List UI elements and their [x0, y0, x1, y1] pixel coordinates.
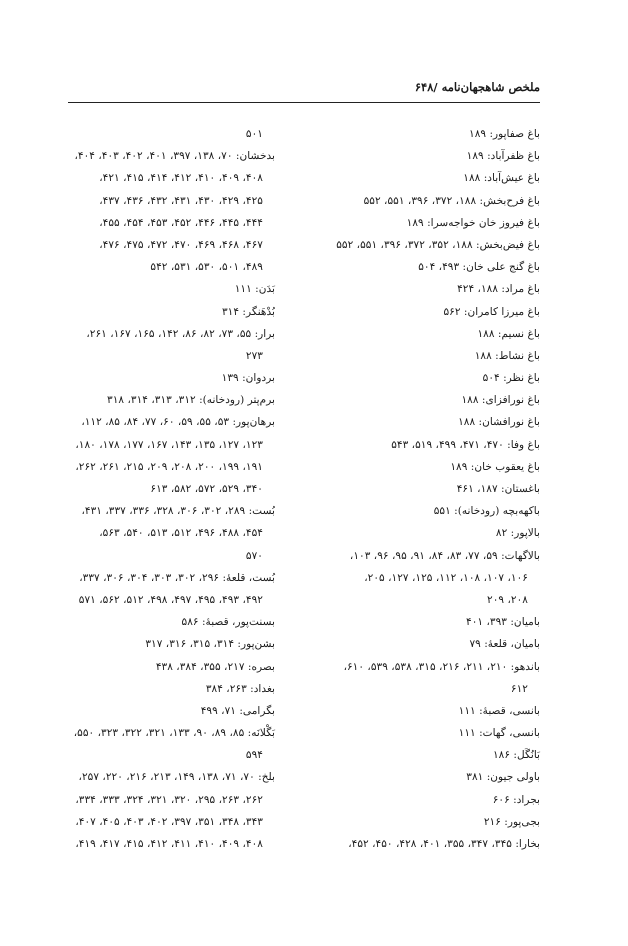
index-entry: باغ نورافزای: ۱۸۸	[461, 394, 540, 407]
index-entry: بغداد: ۲۶۳، ۳۸۴	[205, 682, 275, 695]
index-entry: بُدْهَنگر: ۳۱۴	[221, 305, 275, 318]
index-entry: باغ فیض‌بخش: ۱۸۸، ۳۵۲، ۳۷۲، ۳۹۶، ۵۵۱، ۵۵۲	[336, 238, 540, 251]
index-entry: برهان‌پور: ۵۳، ۵۵، ۵۹، ۶۰، ۷۷، ۸۴، ۸۵، ۱۱۲،	[81, 416, 275, 429]
index-entry: بالاپور: ۸۲	[495, 527, 540, 540]
index-entry: بلخ: ۷۰، ۷۱، ۱۳۸، ۱۴۹، ۲۱۳، ۲۱۶، ۲۲۰، ۲۵۷،	[78, 771, 275, 784]
index-entry: باغ عیش‌آباد: ۱۸۸	[463, 172, 540, 185]
index-entry: بَگْلانَه: ۸۵، ۸۹، ۹۰، ۱۳۳، ۳۲۱، ۳۲۲، ۳۲۳، ۵۵۰،	[73, 727, 275, 740]
index-entry-continuation: ۲۰۸، ۲۰۹	[487, 593, 528, 606]
index-entry-continuation: ۴۶۷، ۴۶۸، ۴۶۹، ۴۷۰، ۴۷۲، ۴۷۵، ۴۷۶،	[99, 238, 263, 251]
index-entry-continuation: ۵۷۰	[245, 549, 263, 562]
index-entry-continuation: ۱۹۱، ۱۹۹، ۲۰۰، ۲۰۸، ۲۰۹، ۲۱۵، ۲۶۱، ۲۶۲،	[75, 460, 263, 473]
index-entry: بَانُگَل: ۱۸۶	[492, 749, 540, 762]
index-entry-continuation: ۴۰۸، ۴۰۹، ۴۱۰، ۴۱۲، ۴۱۴، ۴۱۵، ۴۲۱،	[99, 172, 263, 185]
index-entry-continuation: ۲۷۳	[245, 349, 263, 362]
index-entry-continuation: ۳۴۳، ۳۴۸، ۳۵۱، ۳۹۷، ۴۰۲، ۴۰۳، ۴۰۵، ۴۰۷،	[75, 815, 263, 828]
index-entry: بردوان: ۱۳۹	[221, 372, 275, 385]
index-entry-continuation: ۴۵۴، ۴۸۸، ۴۹۶، ۵۱۲، ۵۱۳، ۵۴۰، ۵۶۳،	[99, 527, 263, 540]
index-entry: باغ گنج علی خان: ۴۹۳، ۵۰۴	[418, 261, 540, 274]
index-entry: باغ نشاط: ۱۸۸	[474, 349, 540, 362]
page-header	[68, 80, 540, 103]
index-entry: باغ صفاپور: ۱۸۹	[469, 128, 540, 140]
index-entry: بصره: ۲۱۷، ۳۵۵، ۳۸۴، ۴۳۸	[155, 660, 275, 673]
index-entry-continuation: ۴۴۴، ۴۴۵، ۴۴۶، ۴۵۲، ۴۵۳، ۴۵۴، ۴۵۵،	[99, 216, 263, 229]
index-entry: برم‌پتر (رودخانه): ۳۱۲، ۳۱۳، ۳۱۴، ۳۱۸	[107, 394, 275, 407]
index-entry-continuation: ۶۱۲	[510, 682, 528, 695]
index-entry: باغ نسیم: ۱۸۸	[477, 327, 540, 340]
index-entry: بامیان: ۳۹۳، ۴۰۱	[466, 616, 540, 629]
index-entry: بُست: ۲۸۹، ۳۰۲، ۳۰۶، ۳۲۸، ۳۳۶، ۳۳۷، ۴۳۱،	[81, 505, 275, 518]
index-entry: باغ نورافشان: ۱۸۸	[458, 416, 540, 429]
index-entry-continuation: ۵۹۴	[245, 749, 263, 762]
index-entry-continuation: ۴۰۸، ۴۰۹، ۴۱۰، ۴۱۱، ۴۱۲، ۴۱۵، ۴۱۷، ۴۱۹،	[75, 838, 263, 850]
index-entry: باغ فیروز خان خواجه‌سرا: ۱۸۹	[406, 216, 540, 229]
index-entry: بُست، قلعهٔ: ۲۹۶، ۳۰۲، ۳۰۳، ۳۰۴، ۳۰۶، ۳۳۷،	[79, 571, 275, 584]
index-entry: باولی جیون: ۳۸۱	[466, 771, 540, 784]
index-entry: بجراد: ۶۰۶	[492, 793, 540, 806]
index-entry-continuation: ۵۰۱	[245, 128, 263, 140]
index-entry-continuation: ۲۶۲، ۲۶۳، ۲۹۵، ۳۲۰، ۳۲۱، ۳۲۴، ۳۳۳، ۳۳۴،	[75, 793, 263, 806]
index-entry: باغ یعقوب خان: ۱۸۹	[450, 460, 540, 473]
index-entry-continuation: ۴۸۹، ۵۰۱، ۵۳۰، ۵۳۱، ۵۴۲	[150, 261, 263, 274]
index-entry-continuation: ۱۲۳، ۱۲۷، ۱۳۵، ۱۴۳، ۱۶۷، ۱۷۷، ۱۷۸، ۱۸۰،	[75, 438, 263, 451]
index-entry: بجی‌پور: ۲۱۶	[483, 815, 540, 828]
index-entry: بَدَن: ۱۱۱	[234, 283, 275, 296]
index-entry: باغ وفا: ۴۷۰، ۴۷۱، ۴۹۹، ۵۱۹، ۵۴۳	[391, 438, 540, 451]
index-column-left	[51, 123, 275, 855]
index-entry: باغ فرح‌بخش: ۱۸۸، ۳۷۲، ۳۹۶، ۵۵۱، ۵۵۲	[363, 194, 540, 207]
index-entry: بگرامی: ۷۱، ۴۹۹	[200, 704, 275, 717]
index-entry: باغ نظر: ۵۰۴	[482, 372, 540, 385]
index-entry: برار: ۵۵، ۷۳، ۸۲، ۸۶، ۱۴۲، ۱۶۵، ۱۶۷، ۲۶۱،	[86, 327, 275, 340]
index-entry: باغستان: ۱۸۷، ۴۶۱	[456, 483, 540, 495]
index-entry: بالاگهات: ۵۹، ۷۷، ۸۳، ۸۴، ۹۱، ۹۵، ۹۶، ۱۰۳،	[349, 549, 540, 562]
index-entry-continuation: ۱۰۶، ۱۰۷، ۱۰۸، ۱۱۲، ۱۲۵، ۱۲۷، ۲۰۵،	[364, 571, 528, 584]
index-entry: باندهو: ۲۱۰، ۲۱۱، ۲۱۶، ۳۱۵، ۵۳۸، ۵۳۹، ۶۱۰،	[343, 660, 540, 673]
index-entry-continuation: ۴۲۵، ۴۲۹، ۴۳۰، ۴۳۱، ۴۳۲، ۴۳۶، ۴۳۷،	[99, 194, 263, 207]
index-entry: بشن‌پور: ۳۱۴، ۳۱۵، ۳۱۶، ۳۱۷	[145, 638, 275, 651]
header-title: ملخص شاهجهان‌نامه /۶۴۸	[414, 80, 540, 94]
index-entry-continuation: ۳۴۰، ۵۲۹، ۵۷۲، ۵۸۲، ۶۱۳	[150, 483, 263, 495]
index-entry: باغ میرزا کامران: ۵۶۲	[443, 305, 540, 318]
index-entry: بانسی، گهات: ۱۱۱	[458, 727, 540, 740]
index-entry: بخارا: ۳۴۵، ۳۴۷، ۳۵۵، ۴۰۱، ۴۲۸، ۴۵۰، ۴۵۲،	[348, 838, 540, 850]
index-entry: بامیان، قلعهٔ: ۷۹	[469, 638, 540, 651]
index-entry: بدخشان: ۷۰، ۱۳۸، ۳۹۷، ۴۰۱، ۴۰۲، ۴۰۳، ۴۰۴،	[74, 150, 275, 163]
index-entry: بسنت‌پور، قصبهٔ: ۵۸۶	[181, 616, 275, 629]
index-entry: باغ ظفرآباد: ۱۸۹	[466, 150, 540, 163]
index-column-right	[316, 123, 540, 855]
index-entry: بانسی، قصبهٔ: ۱۱۱	[458, 704, 540, 717]
index-entry-continuation: ۴۹۲، ۴۹۳، ۴۹۵، ۴۹۷، ۴۹۸، ۵۱۲، ۵۶۲، ۵۷۱	[78, 593, 263, 606]
index-entry: باغ مراد: ۱۸۸، ۴۲۴	[457, 283, 540, 296]
index-entry: باکهه‌بچه (رودخانه): ۵۵۱	[433, 505, 540, 518]
